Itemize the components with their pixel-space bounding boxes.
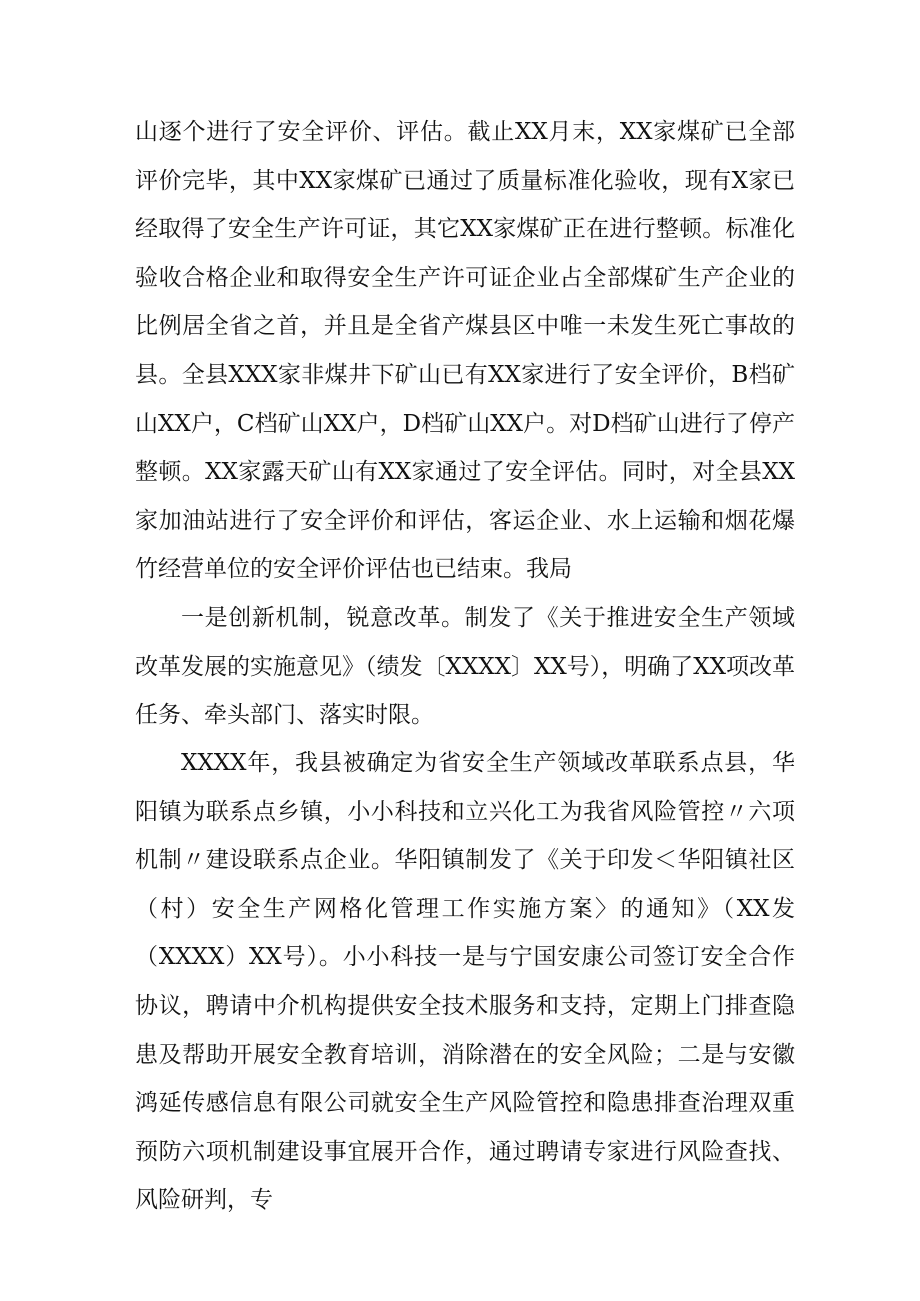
body-paragraph-3: XXXX年，我县被确定为省安全生产领域改革联系点县，华阳镇为联系点乡镇，小小科技和立兴化工为我省风险管控〃六项机制〃建设联系点企业。华阳镇制发了《关于印发＜华阳镇社区（村）安全生产网格化管理工作实施方案〉的通知》（XX发（XXXX）XX号）。小小科技一是与宁国安康公司签订安全合作协议，聘请中介机构提供安全技术服务和支持，定期上门排查隐患及帮助开展安全教育培训，消除潜在的安全风险；二是与安徽鸿延传感信息有限公司就安全生产风险管控和隐患排查治理双重预防六项机制建设事宜展开合作，通过聘请专家进行风险查找、风险研判，专	[135, 750, 795, 1214]
body-paragraph-1: 山逐个进行了安全评价、评估。截止XX月末，XX家煤矿已全部评价完毕，其中XX家煤矿已通过了质量标准化验收，现有X家已经取得了安全生产许可证，其它XX家煤矿正在进行整顿。标准化验收合格企业和取得安全生产许可证企业占全部煤矿生产企业的比例居全省之首，并且是全省产煤县区中唯一未发生死亡事故的县。全县XXX家非煤井下矿山已有XX家进行了安全评价，B档矿山XX户，C档矿山XX户，D档矿山XX户。对D档矿山进行了停产整顿。XX家露天矿山有XX家通过了安全评估。同时，对全县XX家加油站进行了安全评价和评估，客运企业、水上运输和烟花爆竹经营单位的安全评价评估也已结束。我局	[135, 119, 795, 583]
body-paragraph-2: 一是创新机制，锐意改革。制发了《关于推进安全生产领域改革发展的实施意见》（绩发〔XXXX〕XX号），明确了XX项改革任务、牵头部门、落实时限。	[135, 605, 795, 729]
